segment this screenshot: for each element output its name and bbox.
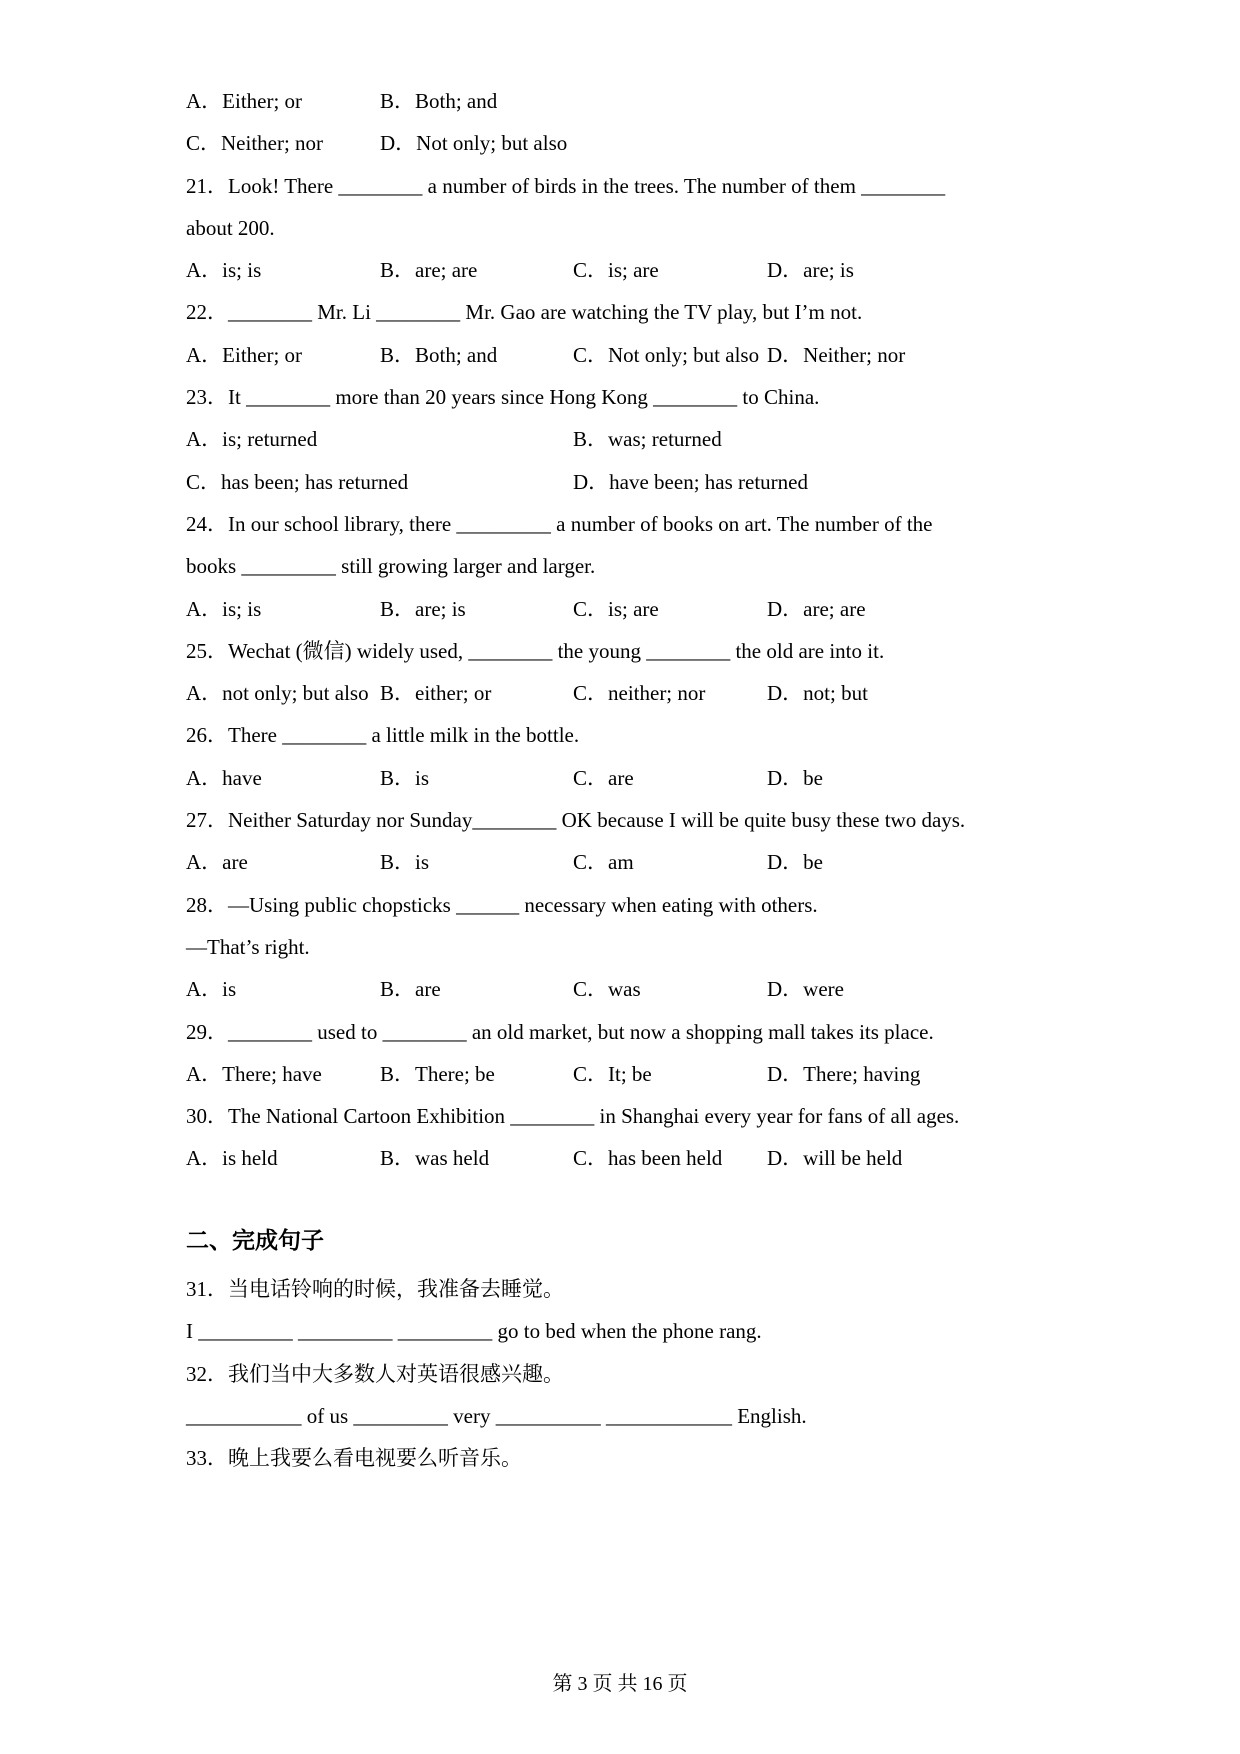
option-item: B．are; is <box>380 596 466 621</box>
question-line: 28．—Using public chopsticks ______ necessary when eating with others. <box>186 892 818 917</box>
option-item: B．was; returned <box>573 427 722 452</box>
question-line: 27．Neither Saturday nor Sunday________ OK because I will be quite busy these two days. <box>186 808 966 833</box>
option-item: B．Both; and <box>380 342 498 367</box>
option-item: A．not only; but also <box>186 681 369 706</box>
option-item: B．is <box>380 850 430 875</box>
question-line: 26．There ________ a little milk in the bottle. <box>186 723 580 748</box>
option-row <box>186 588 1086 630</box>
question-line: 29．________ used to ________ an old market, but now a shopping mall takes its place. <box>186 1019 934 1044</box>
option-item: A．There; have <box>186 1061 322 1086</box>
option-item: C．am <box>573 850 634 875</box>
option-item: A．is; is <box>186 258 262 283</box>
option-row <box>186 968 1086 1010</box>
option-item: D．Neither; nor <box>767 342 906 367</box>
option-row <box>186 1053 1086 1095</box>
question-line: 30．The National Cartoon Exhibition ________ in Shanghai every year for fans of all ages. <box>186 1104 960 1129</box>
option-item: A．is; returned <box>186 427 318 452</box>
question-line: about 200. <box>186 215 275 240</box>
option-item: A．Either; or <box>186 89 303 113</box>
question-line: 23．It ________ more than 20 years since Hong Kong ________ to China. <box>186 385 820 410</box>
question-line: 24．In our school library, there _________ a number of books on art. The number of the <box>186 511 933 536</box>
option-item: D．are; are <box>767 596 866 621</box>
question-line: 25．Wechat (微信) widely used, ________ the young ________ the old are into it. <box>186 638 885 663</box>
option-item: B．is <box>380 765 430 790</box>
option-item: A．is held <box>186 1146 278 1171</box>
section-heading: 二、完成句子 <box>186 1227 324 1254</box>
option-row <box>186 249 1086 291</box>
option-item: B．There; be <box>380 1061 495 1086</box>
option-row <box>186 1137 1086 1179</box>
option-item: D．be <box>767 850 823 875</box>
spacer <box>186 1180 1086 1220</box>
option-item: A．are <box>186 850 248 875</box>
option-item: D．have been; has returned <box>573 469 808 494</box>
option-item: B．either; or <box>380 681 492 706</box>
option-item: C．It; be <box>573 1061 652 1086</box>
document-content <box>186 80 1086 1480</box>
option-row <box>186 841 1086 883</box>
option-item: C．Neither; nor <box>186 131 324 156</box>
option-item: D．There; having <box>767 1061 921 1086</box>
question-line: books _________ still growing larger and larger. <box>186 554 596 579</box>
option-item: C．is; are <box>573 258 659 283</box>
option-item: D．were <box>767 977 844 1002</box>
question-line: 22．________ Mr. Li ________ Mr. Gao are watching the TV play, but I’m not. <box>186 300 863 325</box>
question-line: 21．Look! There ________ a number of birds in the trees. The number of them ________ <box>186 173 946 198</box>
page-footer: 第 3 页 共 16 页 <box>552 1673 688 1695</box>
option-item: D．be <box>767 765 823 790</box>
option-row <box>186 461 1086 503</box>
option-row <box>186 672 1086 714</box>
option-item: C．was <box>573 977 641 1002</box>
option-item: D．will be held <box>767 1146 903 1171</box>
question-line: ___________ of us _________ very __________ ____________ English. <box>186 1403 807 1428</box>
question-line: I _________ _________ _________ go to bed when the phone rang. <box>186 1319 762 1344</box>
option-item: C．is; are <box>573 596 659 621</box>
option-item: B．was held <box>380 1146 490 1171</box>
option-item: B．are; are <box>380 258 478 283</box>
option-row <box>186 334 1086 376</box>
option-item: D．Not only; but also <box>380 131 568 156</box>
option-item: C．neither; nor <box>573 681 706 706</box>
option-item: C．Not only; but also <box>573 342 760 367</box>
question-line: 32．我们当中大多数人对英语很感兴趣。 <box>186 1361 564 1386</box>
option-item: D．not; but <box>767 681 868 706</box>
option-item: C．has been held <box>573 1146 723 1171</box>
option-row <box>186 122 1086 164</box>
option-item: A．have <box>186 765 262 790</box>
option-item: A．is; is <box>186 596 262 621</box>
option-item: A．Either; or <box>186 342 303 367</box>
option-item: C．has been; has returned <box>186 469 409 494</box>
option-row <box>186 80 1086 122</box>
option-item: A．is <box>186 977 237 1002</box>
question-line: —That’s right. <box>186 934 310 959</box>
option-row <box>186 418 1086 460</box>
question-line: 31．当电话铃响的时候，我准备去睡觉。 <box>186 1277 564 1302</box>
option-item: B．Both; and <box>380 89 498 113</box>
option-item: D．are; is <box>767 258 854 283</box>
option-item: B．are <box>380 977 441 1002</box>
question-line: 33．晚上我要么看电视要么听音乐。 <box>186 1446 522 1471</box>
option-row <box>186 757 1086 799</box>
option-item: C．are <box>573 765 634 790</box>
